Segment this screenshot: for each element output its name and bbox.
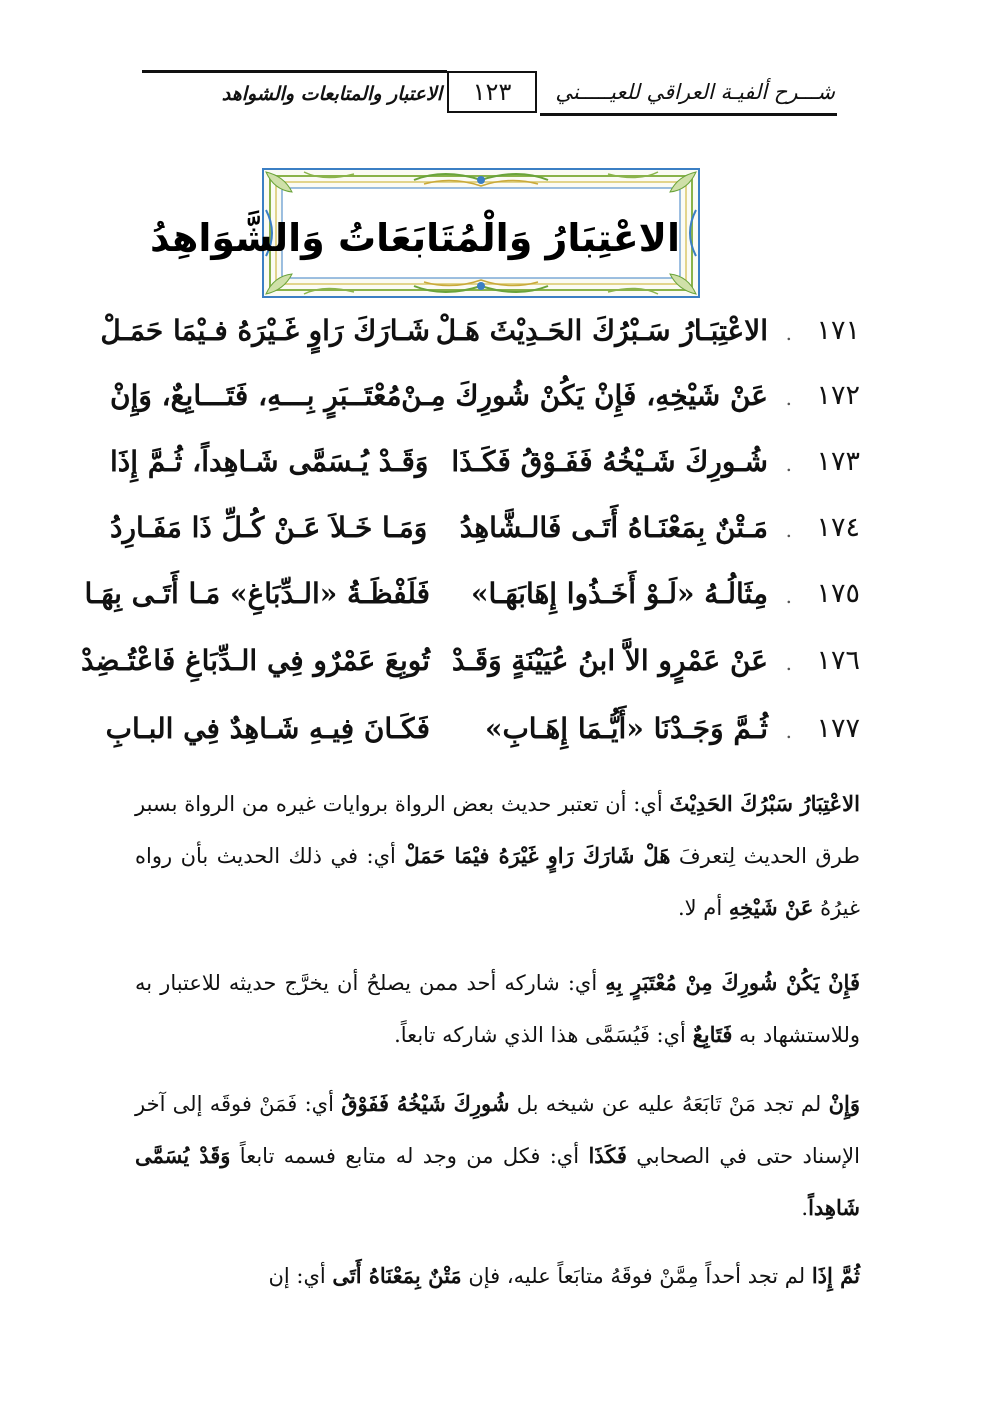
verse-separator: .	[785, 386, 792, 410]
verse-second-hemistich: فَلَفْظَـةُ «الـدِّبَاغِ» مَـا أَتَـى بِهَـا	[84, 577, 430, 610]
commentary-text: أي: فَمَنْ فوقَه إلى آخر الإسناد حتى في الصحابي	[135, 1092, 860, 1168]
verse-separator: .	[785, 651, 792, 675]
commentary-text: أي: فَيُسَمَّى هذا الذي شاركه تابعاً.	[394, 1023, 693, 1047]
verse-row	[100, 306, 860, 356]
quoted-verse-text: فَتَابِعٌ	[692, 1022, 733, 1047]
verse-row	[84, 569, 860, 619]
verse-separator: .	[785, 719, 792, 743]
commentary-text: أي: أن تعتبر حديث بعض الرواة بروايات غيره من الرواة بسبر طرق الحديث لِتعرفَ	[135, 792, 860, 868]
verse-second-hemistich: تُوبِعَ عَمْرٌو فِي الـدِّبَاغِ فَاعْتُـضِدْ	[80, 644, 430, 677]
verse-number: ١٧١	[816, 315, 860, 346]
verse-row	[110, 503, 860, 553]
verse-second-hemistich: فَكَـانَ فِيـهِ شَـاهِدٌ فِي البـابِ	[105, 712, 430, 745]
verse-number: ١٧٦	[816, 645, 860, 676]
commentary-paragraph	[135, 778, 860, 934]
verse-first-hemistich: عَنْ عَمْرٍو الاَّ ابنُ عُيَيْنَةٍ وَقَـدْ	[451, 644, 768, 677]
commentary-paragraph	[135, 957, 860, 1061]
verse-first-hemistich: عَنْ شَيْخِهِ، فَإِنْ يَكُنْ شُورِكَ مِـنْ	[401, 379, 768, 412]
chapter-header: الاعتبار والمتابعات والشواهد	[221, 83, 442, 105]
verse-row	[80, 636, 860, 686]
chapter-title: الاعْتِبَارُ وَالْمُتَابَعَاتُ وَالشَّوَاهِدُ	[150, 216, 680, 260]
commentary-paragraph	[135, 1250, 860, 1302]
verse-row	[110, 371, 860, 421]
book-title: شـــرح ألفيـة العراقي للعيـــــني	[555, 80, 835, 104]
header-rule-top	[142, 70, 447, 73]
commentary-text: أي: شاركه أحد ممن يصلحُ أن يخرَّج حديثه للاعتبار به وللاستشهاد به	[135, 971, 860, 1047]
quoted-verse-text: وَقَدْ يُسَمَّى شَاهِداً	[135, 1143, 860, 1220]
verse-separator: .	[785, 584, 792, 608]
commentary-text: لم تجد مَنْ تَابَعَهُ عليه عن شيخه بل	[509, 1092, 829, 1116]
verse-second-hemistich: وَمَـا خَـلاَ عَـنْ كُـلِّ ذَا مَفَـارِدُ	[110, 511, 428, 544]
verse-row	[105, 704, 860, 754]
quoted-verse-text: فَكَذَا	[588, 1143, 627, 1168]
verse-separator: .	[785, 452, 792, 476]
verse-second-hemistich: شَـارَكَ رَاوٍ غَـيْرَهُ فـيْمَا حَمَـلْ	[100, 314, 430, 347]
quoted-verse-text: شُورِكَ شَيْخُهُ فَفَوْقُ	[341, 1091, 510, 1116]
commentary-text: .	[801, 1196, 809, 1220]
verse-number: ١٧٧	[816, 713, 860, 744]
commentary-text: أي: في ذلك الحديث بأن رواه غيرُهُ	[135, 844, 860, 920]
verse-first-hemistich: الاعْتِبَـارُ سَـبْرُكَ الحَـدِيْثَ هَـلْ	[435, 314, 768, 347]
quoted-verse-text: ثُمَّ إِذَا	[811, 1263, 860, 1288]
commentary-text: أم لا.	[677, 896, 729, 920]
quoted-verse-text: هَلْ شَارَكَ رَاوٍ غَيْرَهُ فيْمَا حَمَلْ	[404, 843, 671, 868]
verse-first-hemistich: شُـورِكَ شَـيْخُهُ فَفَـوْقُ فَكَـذَا	[451, 445, 768, 478]
verse-first-hemistich: ثُـمَّ وَجَـدْنَا «أَيُّـمَا إِهَـابِ»	[484, 712, 768, 745]
verse-number: ١٧٣	[816, 446, 860, 477]
verse-first-hemistich: مِثَالُـهُ «لَـوْ أَخَـذُوا إِهَابَهَـا»	[471, 577, 768, 610]
verse-separator: .	[785, 321, 792, 345]
verse-first-hemistich: مَـتْنٌ بِمَعْنَـاهُ أَتَـى فَالـشَّاهِدُ	[459, 511, 768, 544]
page-number: ١٢٣	[447, 71, 537, 113]
verse-row	[110, 437, 860, 487]
verse-second-hemistich: مُعْتَــبَرٍ بِـــهِ، فَتَـــابِعٌ، وَإِنْ	[110, 379, 402, 412]
quoted-verse-text: وَإِنْ	[828, 1091, 860, 1116]
commentary-text: لم تجد أحداً مِمَّنْ فوقَهُ متابَعاً عليه، فإن	[461, 1264, 812, 1288]
quoted-verse-text: الاعْتِبَارُ سَبْرُكَ الحَدِيْثَ	[669, 791, 860, 816]
quoted-verse-text: مَتْنٌ بِمَعْنَاهُ أَتَى	[332, 1263, 462, 1288]
header-rule-bottom	[540, 113, 837, 116]
verse-second-hemistich: وَقَـدْ يُـسَمَّى شَـاهِداً، ثُـمَّ إِذَا	[110, 445, 429, 478]
quoted-verse-text: فَإِنْ يَكُنْ شُورِكَ مِنْ مُعْتَبَرٍ بِهِ	[605, 970, 860, 995]
verse-number: ١٧٥	[816, 578, 860, 609]
commentary-paragraph	[135, 1078, 860, 1234]
verse-number: ١٧٤	[816, 512, 860, 543]
verse-separator: .	[785, 518, 792, 542]
verse-number: ١٧٢	[816, 380, 860, 411]
quoted-verse-text: عَنْ شَيْخِهِ	[728, 895, 814, 920]
commentary-text: أي: إن	[268, 1264, 333, 1288]
commentary-text: أي: فكل من وجد له متابع فسمه تابعاً	[230, 1144, 589, 1168]
